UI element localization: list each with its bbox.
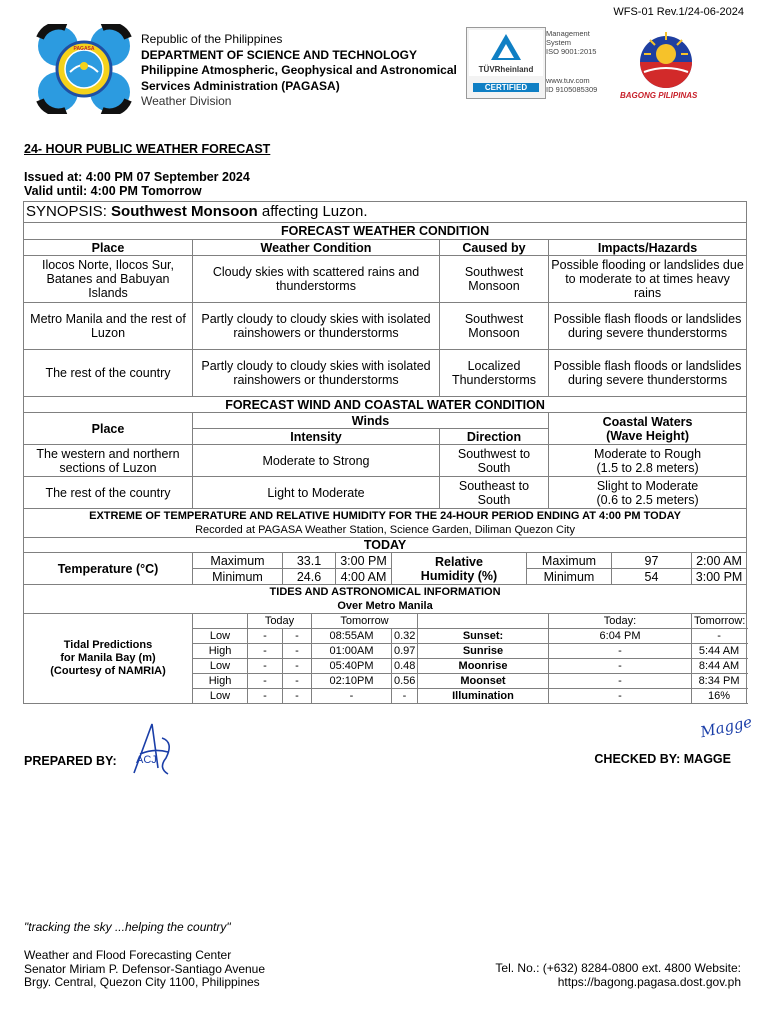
place-cell: The rest of the country	[24, 350, 193, 397]
tuv-id: ID 9105085309	[546, 85, 598, 94]
impact-cell: Possible flash floods or landslides during severe thunderstorms	[549, 350, 747, 397]
col-caused-by: Caused by	[440, 240, 549, 256]
tide-tomorrow-time: 05:40PM	[312, 659, 392, 674]
tide-tomorrow-time: 08:55AM	[312, 629, 392, 644]
prepared-by-label: PREPARED BY:	[24, 754, 117, 768]
temp-min-label: Minimum	[193, 569, 283, 585]
astro-tomorrow: 8:44 AM	[692, 659, 747, 674]
temp-max-label: Maximum	[193, 553, 283, 569]
footer-contact	[495, 962, 741, 989]
tides-header	[24, 585, 747, 614]
impact-cell: Possible flash floods or landslides during severe thunderstorms	[549, 303, 747, 350]
col-coastal-waters	[549, 413, 747, 445]
tide-today-height: -	[283, 644, 312, 659]
tide-today-time: -	[248, 644, 283, 659]
tuv-certified-badge	[466, 27, 546, 99]
rh-max-value: 97	[612, 553, 692, 569]
forecast-table	[23, 201, 747, 704]
issued-at: Issued at: 4:00 PM 07 September 2024	[24, 170, 250, 184]
tide-type-header	[193, 614, 248, 629]
tuv-details	[546, 29, 597, 94]
humidity-label-2: Humidity (%)	[420, 568, 498, 583]
agency-line-2: Services Administration (PAGASA)	[141, 78, 340, 93]
synopsis-label: SYNOPSIS:	[26, 203, 107, 220]
tide-type: High	[193, 644, 248, 659]
tide-type: Low	[193, 659, 248, 674]
astro-tomorrow: 16%	[692, 689, 747, 704]
coastal-cell	[549, 445, 747, 477]
temperature-label: Temperature (°C)	[24, 553, 193, 585]
tide-tomorrow-height: 0.97	[392, 644, 418, 659]
col-winds: Winds	[193, 413, 549, 429]
tides-title: TIDES AND ASTRONOMICAL INFORMATION	[269, 586, 501, 598]
wave-height-label: (Wave Height)	[606, 428, 689, 443]
humidity-label	[392, 553, 527, 585]
astro-today: 6:04 PM	[549, 629, 692, 644]
humidity-label-1: Relative	[435, 554, 483, 569]
document-id: WFS-01 Rev.1/24-06-2024	[613, 6, 744, 18]
cause-cell: Southwest Monsoon	[440, 256, 549, 303]
extreme-header	[24, 509, 747, 538]
tidal-label-1: Tidal Predictions	[63, 639, 153, 651]
tidal-predictions-label	[24, 614, 193, 704]
temp-max-time: 3:00 PM	[336, 553, 392, 569]
col-intensity: Intensity	[193, 429, 440, 445]
astro-name-header	[418, 614, 549, 629]
col-weather-condition: Weather Condition	[193, 240, 440, 256]
rh-min-value: 54	[612, 569, 692, 585]
tagline: "tracking the sky ...helping the country"	[24, 920, 231, 934]
cause-cell: Localized Thunderstorms	[440, 350, 549, 397]
astro-today: -	[549, 674, 692, 689]
coastal-condition: Moderate to Rough	[594, 446, 702, 461]
impact-cell: Possible flooding or landslides due to moderate to at times heavy rains	[549, 256, 747, 303]
tide-tomorrow-time: -	[312, 689, 392, 704]
intensity-cell: Moderate to Strong	[193, 445, 440, 477]
tide-today-time: -	[248, 629, 283, 644]
astro-tomorrow: 8:34 PM	[692, 674, 747, 689]
astro-name: Moonrise	[418, 659, 549, 674]
division-line: Weather Division	[141, 94, 232, 108]
tide-today-height: -	[283, 659, 312, 674]
coastal-cell	[549, 477, 747, 509]
tuv-triangle-icon	[467, 28, 545, 78]
intensity-cell: Light to Moderate	[193, 477, 440, 509]
tide-tomorrow-height: 0.32	[392, 629, 418, 644]
weather-cell: Partly cloudy to cloudy skies with isolated rainshowers or thunderstorms	[193, 303, 440, 350]
rh-max-time: 2:00 AM	[692, 553, 747, 569]
astro-name: Moonset	[418, 674, 549, 689]
astro-name: Illumination	[418, 689, 549, 704]
address-line-1: Weather and Flood Forecasting Center	[24, 948, 232, 962]
prepared-signature-icon	[128, 718, 178, 780]
website-link: https://bagong.pagasa.dost.gov.ph	[557, 974, 741, 989]
extreme-title: EXTREME OF TEMPERATURE AND RELATIVE HUMIDITY FOR THE 24-HOUR PERIOD ENDING AT 4:00 PM TODAY	[89, 510, 681, 522]
tide-today-header: Today	[248, 614, 312, 629]
forecast-weather-title: FORECAST WEATHER CONDITION	[24, 223, 747, 240]
tidal-label-3: (Courtesy of NAMRIA)	[50, 665, 166, 677]
temp-max-value: 33.1	[283, 553, 336, 569]
synopsis-rest: affecting Luzon.	[257, 203, 368, 220]
tide-type: Low	[193, 629, 248, 644]
bagong-pilipinas-label: BAGONG PILIPINAS	[620, 91, 698, 100]
col-direction: Direction	[440, 429, 549, 445]
astro-tomorrow: 5:44 AM	[692, 644, 747, 659]
tide-tomorrow-time: 01:00AM	[312, 644, 392, 659]
issue-info	[24, 170, 250, 198]
place-cell: Ilocos Norte, Ilocos Sur, Batanes and Babuyan Islands	[24, 256, 193, 303]
tide-today-height: -	[283, 629, 312, 644]
page-title: 24- HOUR PUBLIC WEATHER FORECAST	[24, 142, 271, 156]
table-row	[24, 350, 747, 397]
astro-today: -	[549, 644, 692, 659]
place-cell: Metro Manila and the rest of Luzon	[24, 303, 193, 350]
pagasa-logo-icon	[36, 24, 132, 114]
temp-min-value: 24.6	[283, 569, 336, 585]
tide-tomorrow-height: 0.56	[392, 674, 418, 689]
astro-tomorrow: -	[692, 629, 747, 644]
col-place: Place	[24, 240, 193, 256]
coastal-label: Coastal Waters	[602, 414, 693, 429]
tide-tomorrow-time: 02:10PM	[312, 674, 392, 689]
astro-today: -	[549, 689, 692, 704]
coastal-condition: Slight to Moderate	[596, 478, 699, 493]
footer-address	[24, 949, 265, 990]
bagong-pilipinas-logo-icon	[626, 24, 706, 90]
tide-today-time: -	[248, 674, 283, 689]
checked-signature: Magge	[698, 712, 754, 742]
telephone: Tel. No.: (+632) 8284-0800 ext. 4800 Website:	[495, 961, 741, 975]
tide-today-height: -	[283, 689, 312, 704]
forecast-wind-title: FORECAST WIND AND COASTAL WATER CONDITION	[24, 397, 747, 413]
department-line: DEPARTMENT OF SCIENCE AND TECHNOLOGY	[141, 47, 418, 62]
svg-text:PAGASA: PAGASA	[73, 46, 95, 52]
direction-cell: Southeast to South	[440, 477, 549, 509]
rh-max-label: Maximum	[527, 553, 612, 569]
weather-cell: Partly cloudy to cloudy skies with isolated rainshowers or thunderstorms	[193, 350, 440, 397]
table-row	[24, 477, 747, 509]
wave-height: (0.6 to 2.5 meters)	[596, 492, 699, 507]
valid-until: Valid until: 4:00 PM Tomorrow	[24, 184, 202, 198]
tuv-url: www.tuv.com	[546, 76, 590, 85]
address-line-3: Brgy. Central, Quezon City 1100, Philippines	[24, 975, 260, 989]
rh-min-label: Minimum	[527, 569, 612, 585]
tuv-system: System	[546, 38, 572, 47]
tide-type: High	[193, 674, 248, 689]
cause-cell: Southwest Monsoon	[440, 303, 549, 350]
agency-header	[141, 32, 457, 110]
direction-cell: Southwest to South	[440, 445, 549, 477]
tuv-certified-label: CERTIFIED	[473, 83, 539, 92]
tuv-management: Management	[546, 29, 590, 38]
astro-today: -	[549, 659, 692, 674]
wind-place-cell: The western and northern sections of Luzon	[24, 445, 193, 477]
tide-today-time: -	[248, 659, 283, 674]
today-label: TODAY	[24, 538, 747, 553]
tide-tomorrow-height: 0.48	[392, 659, 418, 674]
wind-place-cell: The rest of the country	[24, 477, 193, 509]
weather-cell: Cloudy skies with scattered rains and thunderstorms	[193, 256, 440, 303]
prepared-by-name: ACJ	[136, 754, 157, 766]
tide-type: Low	[193, 689, 248, 704]
republic-line: Republic of the Philippines	[141, 32, 283, 46]
table-row	[24, 256, 747, 303]
synopsis-system: Southwest Monsoon	[111, 203, 258, 220]
synopsis	[24, 202, 747, 223]
wave-height: (1.5 to 2.8 meters)	[596, 460, 699, 475]
extreme-subtitle: Recorded at PAGASA Weather Station, Science Garden, Diliman Quezon City	[195, 524, 575, 536]
temp-min-time: 4:00 AM	[336, 569, 392, 585]
astro-today-header: Today:	[549, 614, 692, 629]
astro-tomorrow-header: Tomorrow:	[692, 614, 747, 629]
table-row	[24, 445, 747, 477]
tide-today-height: -	[283, 674, 312, 689]
address-line-2: Senator Miriam P. Defensor-Santiago Avenue	[24, 961, 266, 976]
table-row	[24, 303, 747, 350]
tide-today-time: -	[248, 689, 283, 704]
tide-tomorrow-header: Tomorrow	[312, 614, 418, 629]
tide-tomorrow-height: -	[392, 689, 418, 704]
astro-name: Sunrise	[418, 644, 549, 659]
checked-by-label: CHECKED BY: MAGGE	[594, 752, 731, 766]
svg-text:TÜVRheinland: TÜVRheinland	[478, 65, 534, 74]
rh-min-time: 3:00 PM	[692, 569, 747, 585]
tuv-iso: ISO 9001:2015	[546, 47, 597, 56]
col-wind-place: Place	[24, 413, 193, 445]
tidal-label-2: for Manila Bay (m)	[60, 652, 156, 664]
col-impacts: Impacts/Hazards	[549, 240, 747, 256]
agency-line-1: Philippine Atmospheric, Geophysical and Astronomical	[141, 63, 457, 77]
tides-subtitle: Over Metro Manila	[337, 600, 433, 612]
astro-name: Sunset:	[418, 629, 549, 644]
